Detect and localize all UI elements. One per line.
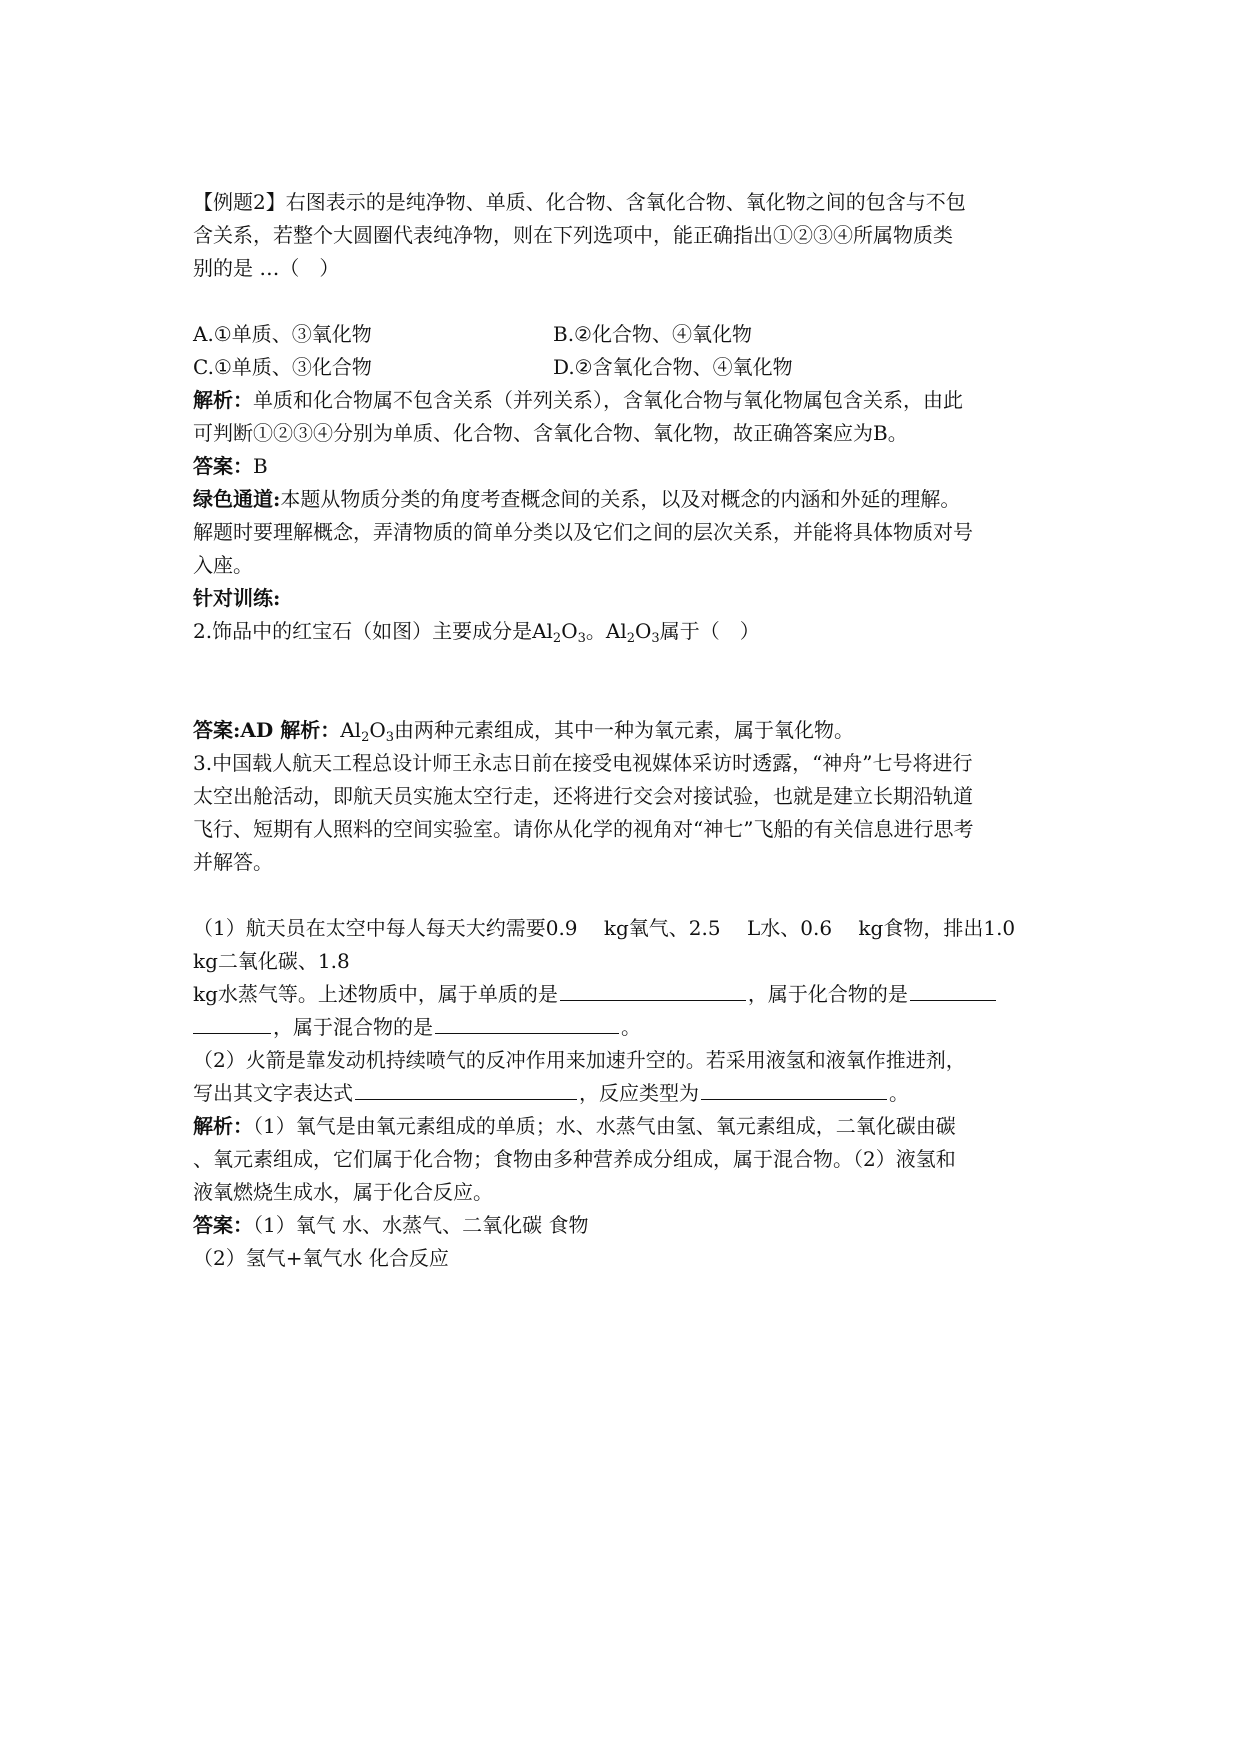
question3-analysis-line1: 解析：（1）氧气是由氧元素组成的单质；水、水蒸气由氢、氧元素组成，二氧化碳由碳: [193, 1114, 956, 1138]
green-channel-line2: 解题时要理解概念，弄清物质的简单分类以及它们之间的层次关系，并能将具体物质对号: [193, 520, 973, 544]
example2-stem-line2: 含关系，若整个大圆圈代表纯净物，则在下列选项中，能正确指出①②③④所属物质类: [193, 223, 953, 247]
question3-part2-line1: （2）火箭是靠发动机持续喷气的反冲作用来加速升空的。若采用液氢和液氧作推进剂，: [193, 1048, 966, 1072]
question3-line3: 飞行、短期有人照料的空间实验室。请你从化学的视角对“神七”飞船的有关信息进行思考: [193, 817, 974, 841]
green-channel-line1: 绿色通道:本题从物质分类的角度考查概念间的关系，以及对概念的内涵和外延的理解。: [193, 487, 961, 511]
answer-label: 答案：: [193, 454, 253, 478]
answer-blank[interactable]: [560, 978, 746, 1001]
analysis-label: 解析：: [193, 388, 253, 412]
option-a: A.①单质、③氧化物: [193, 322, 372, 346]
question3-part2-line2: 写出其文字表达式 ，反应类型为 。: [193, 1077, 1063, 1110]
question3-line2: 太空出舱活动，即航天员实施太空行走，还将进行交会对接试验，也就是建立长期沿轨道: [193, 784, 973, 808]
question3-analysis-line3: 液氧燃烧生成水，属于化合反应。: [193, 1180, 493, 1204]
answer-label: 答案：: [193, 1213, 253, 1237]
question3-part1-line4: ，属于混合物的是 。: [193, 1011, 1063, 1044]
analysis-label: 解析：: [193, 1114, 253, 1138]
green-channel-label: 绿色通道:: [193, 487, 281, 511]
question3-analysis-line2: 、氧元素组成，它们属于化合物；食物由多种营养成分组成，属于混合物。（2）液氢和: [193, 1147, 956, 1171]
question3-part1-line3: kg水蒸气等。上述物质中，属于单质的是 ，属于化合物的是: [193, 978, 1063, 1011]
answer-blank[interactable]: [193, 1011, 271, 1034]
answer-blank[interactable]: [910, 978, 996, 1001]
spacer: [193, 285, 1063, 318]
answer-blank[interactable]: [435, 1011, 619, 1034]
spacer: [193, 879, 1063, 912]
answer-blank[interactable]: [701, 1077, 887, 1100]
option-c: C.①单质、③化合物: [193, 355, 372, 379]
training-heading: 针对训练:: [193, 586, 281, 610]
example2-title: 【例题2】: [193, 190, 286, 214]
answer-blank[interactable]: [355, 1077, 577, 1100]
example2-analysis-line1: 解析：单质和化合物属不包含关系（并列关系），含氧化合物与氧化物属包含关系，由此: [193, 388, 963, 412]
example2-options: [193, 318, 1063, 384]
question3-line1: 3.中国载人航天工程总设计师王永志日前在接受电视媒体采访时透露，“神舟”七号将进行: [193, 751, 973, 775]
spacer: [193, 648, 1063, 714]
question2: 2.饰品中的红宝石（如图）主要成分是$Al_2O_3$。$Al_2O_3$属于（ ）: [193, 619, 760, 646]
example2-analysis-line2: 可判断①②③④分别为单质、化合物、含氧化合物、氧化物，故正确答案应为B。: [193, 421, 908, 445]
example2-stem-line1: 【例题2】右图表示的是纯净物、单质、化合物、含氧化合物、氧化物之间的包含与不包: [193, 190, 966, 214]
document-page: [193, 186, 1063, 1275]
green-channel-line3: 入座。: [193, 553, 253, 577]
question3-answer-line1: 答案：（1）氧气 水、水蒸气、二氧化碳 食物: [193, 1213, 589, 1237]
example2-answer: 答案：B: [193, 454, 268, 478]
answer-label: 答案:AD 解析：: [193, 718, 341, 742]
option-d: D.②含氧化合物、④氧化物: [553, 355, 793, 379]
option-b: B.②化合物、④氧化物: [553, 322, 752, 346]
question3-part1-line1: （1）航天员在太空中每人每天大约需要0.9 kg氧气、2.5 L水、0.6 kg食物，排出1.0: [193, 916, 1016, 940]
question2-answer: 答案:AD 解析：$Al_2O_3$由两种元素组成，其中一种为氧元素，属于氧化物。: [193, 718, 855, 745]
question3-part1-line2: kg二氧化碳、1.8: [193, 949, 350, 973]
example2-stem-line3: 别的是 …（ ）: [193, 256, 340, 280]
question3-answer-line2: （2）氢气+氧气水 化合反应: [193, 1246, 449, 1270]
question3-line4: 并解答。: [193, 850, 273, 874]
